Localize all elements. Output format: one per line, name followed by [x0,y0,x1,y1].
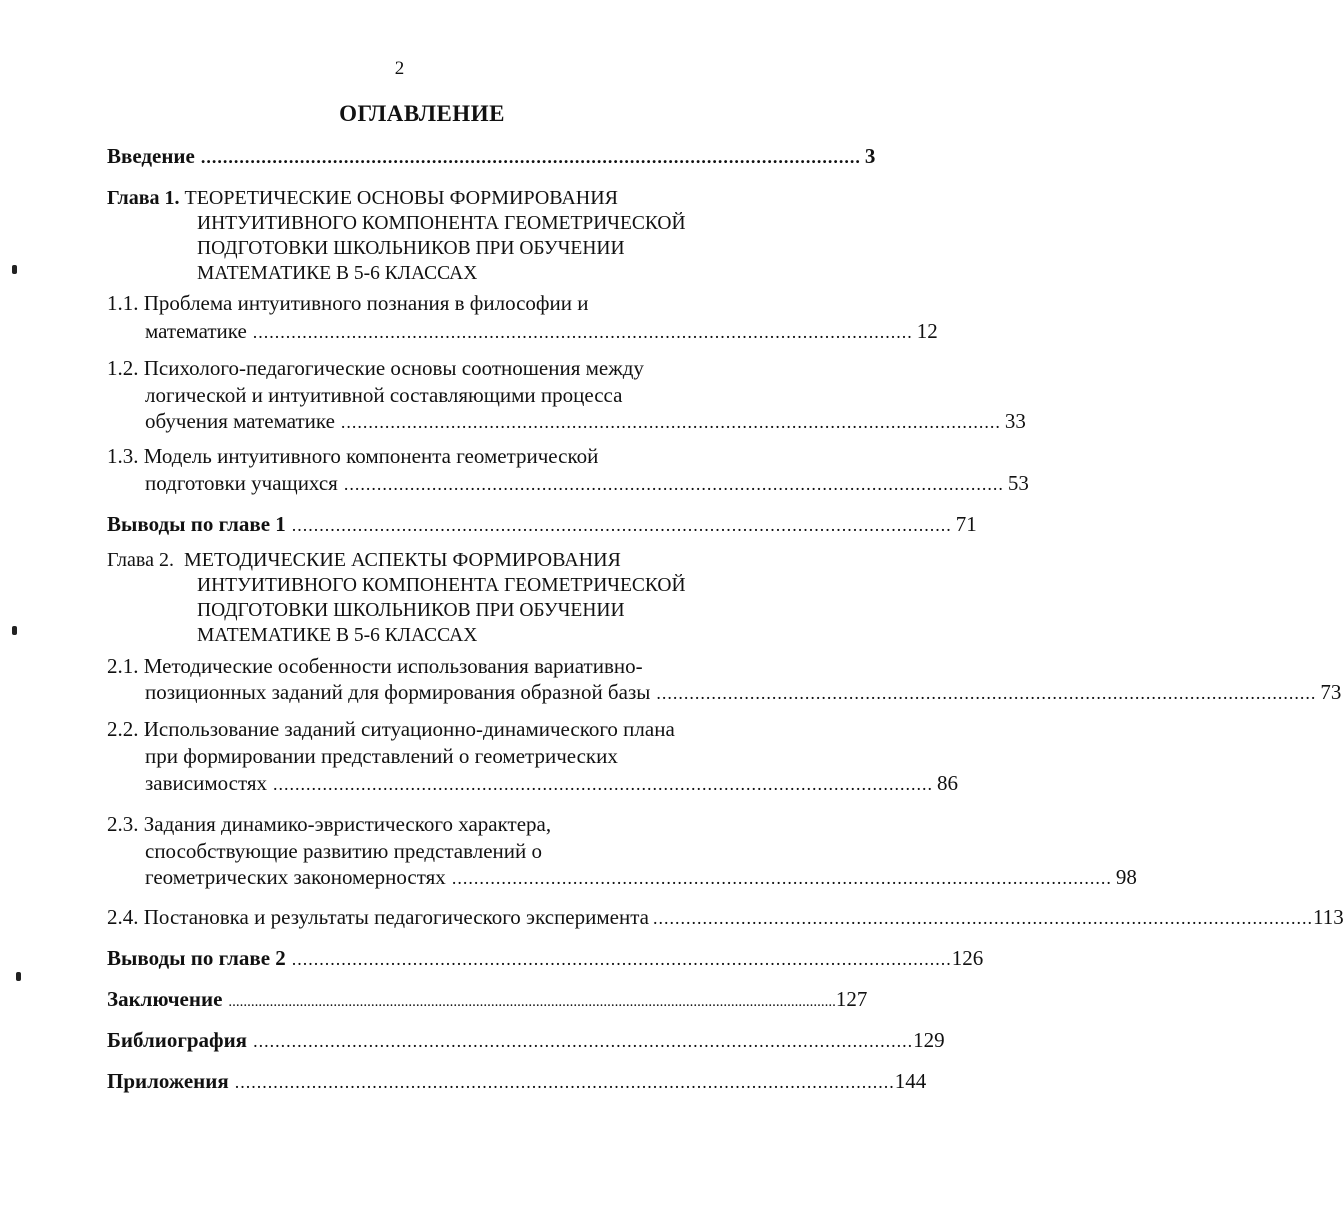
toc-entry-2-1-line[interactable]: 2.1. Методические особенности использования вариативно- [107,654,643,678]
toc-page-number: 144 [894,1069,927,1093]
chapter-title-line: МАТЕМАТИКЕ В 5-6 КЛАССАХ [197,625,478,646]
dot-leader: ........................................................................................................................ [343,474,1004,494]
toc-entry-label: Приложения [107,1069,229,1093]
toc-entry-2-1[interactable] [145,678,1342,706]
scan-mark [12,626,17,635]
toc-entry-label: позиционных заданий для формирования образной базы [145,680,651,704]
chapter-title-line: МАТЕМАТИКЕ В 5-6 КЛАССАХ [197,263,478,284]
toc-entry-label: Выводы по главе 1 [107,512,286,536]
toc-page-number: 73 [1320,680,1342,704]
toc-entry-2-2-line[interactable]: 2.2. Использование заданий ситуационно-динамического плана [107,717,675,741]
dot-leader: ........................................................................................................................ [252,322,913,342]
toc-entry-2-3-line[interactable]: способствующие развитию представлений о [145,839,543,863]
dot-leader: ........................................................................................................................ [200,147,861,167]
toc-entry-1-1-line[interactable]: 1.1. Проблема интуитивного познания в философии и [107,291,589,315]
toc-page-number: 126 [951,946,984,970]
toc-entry-label: Введение [107,144,195,168]
dot-leader: ........................................................................................................................ [291,515,952,535]
toc-entry-conclusions-2[interactable] [107,944,984,972]
dot-leader: ........................................................................................................................ [253,1031,914,1051]
toc-page-number: 3 [864,144,876,168]
toc-entry-1-2-line[interactable]: логической и интуитивной составляющими процесса [145,383,623,407]
toc-entry-1-3[interactable] [145,469,1029,497]
toc-entry-conclusions-1[interactable] [107,510,977,538]
dot-leader: ........................................................................................................................ [340,412,1001,432]
toc-entry-1-3-line[interactable]: 1.3. Модель интуитивного компонента геометрической [107,444,599,468]
toc-page-number: 127 [835,987,868,1011]
dot-leader: ........................................................................................................................ [234,1072,895,1092]
toc-entry-appendices[interactable] [107,1067,927,1095]
scan-mark [16,972,21,981]
chapter-title-line: ИНТУИТИВНОГО КОМПОНЕНТА ГЕОМЕТРИЧЕСКОЙ [197,213,686,234]
toc-entry-2-4[interactable] [107,903,1344,931]
chapter-label: Глава 1. [107,187,180,209]
dot-leader: ........................................................................................................................ [273,774,934,794]
toc-page-number: 129 [913,1028,945,1052]
toc-entry-label: Заключение [107,987,223,1011]
toc-entry-label: обучения математике [145,409,335,433]
toc-page-number: 113 [1312,905,1344,929]
toc-entry-2-2-line[interactable]: при формировании представлений о геометрических [145,744,618,768]
chapter-title-line: ТЕОРЕТИЧЕСКИЕ ОСНОВЫ ФОРМИРОВАНИЯ [184,187,619,209]
chapter-title-line: МЕТОДИЧЕСКИЕ АСПЕКТЫ ФОРМИРОВАНИЯ [183,549,621,571]
chapter-title-line: ПОДГОТОВКИ ШКОЛЬНИКОВ ПРИ ОБУЧЕНИИ [197,600,625,621]
chapter-title-line: ИНТУИТИВНОГО КОМПОНЕНТА ГЕОМЕТРИЧЕСКОЙ [197,575,686,596]
toc-chapter-2-heading[interactable] [107,548,747,648]
toc-entry-1-2[interactable] [145,407,1026,435]
toc-entry-label: зависимостях [145,771,268,795]
toc-entry-label: математике [145,319,247,343]
page-number: 2 [394,58,405,79]
chapter-title-line: ПОДГОТОВКИ ШКОЛЬНИКОВ ПРИ ОБУЧЕНИИ [197,238,625,259]
toc-entry-label: геометрических закономерностях [145,865,446,889]
dot-leader: ........................................................................................................................ [451,868,1112,888]
toc-entry-label: Библиография [107,1028,248,1052]
toc-entry-label: подготовки учащихся [145,471,338,495]
toc-entry-2-3-line[interactable]: 2.3. Задания динамико-эвристического характера, [107,812,552,836]
toc-chapter-1-heading[interactable] [107,186,747,286]
toc-page-number: 12 [916,319,938,343]
toc-entry-label: 2.4. Постановка и результаты педагогического эксперимента [107,905,649,929]
dot-leader: ........................................................................................................................ [291,949,952,969]
toc-entry-2-3[interactable] [145,863,1137,891]
toc-entry-1-1[interactable] [145,317,938,345]
toc-entry-label: Выводы по главе 2 [107,946,286,970]
toc-page-number: 98 [1115,865,1137,889]
toc-page-number: 86 [937,771,959,795]
chapter-label: Глава 2. [107,549,174,571]
toc-entry-conclusion[interactable] [107,985,868,1013]
toc-page-number: 33 [1004,409,1026,433]
dot-leader: ........................................................................................................................ [656,683,1317,703]
toc-page-number: 53 [1007,471,1029,495]
toc-page-number: 71 [955,512,977,536]
dot-leader: .................................................................................................................................................................. [228,994,836,1010]
toc-entry-2-2[interactable] [145,769,959,797]
toc-entry-introduction[interactable] [107,142,876,170]
toc-entry-1-2-line[interactable]: 1.2. Психолого-педагогические основы соотношения между [107,356,644,380]
dot-leader: ........................................................................................................................ [652,908,1313,928]
scan-mark [12,265,17,274]
toc-entry-bibliography[interactable] [107,1026,945,1054]
toc-title: ОГЛАВЛЕНИЕ [339,101,505,126]
